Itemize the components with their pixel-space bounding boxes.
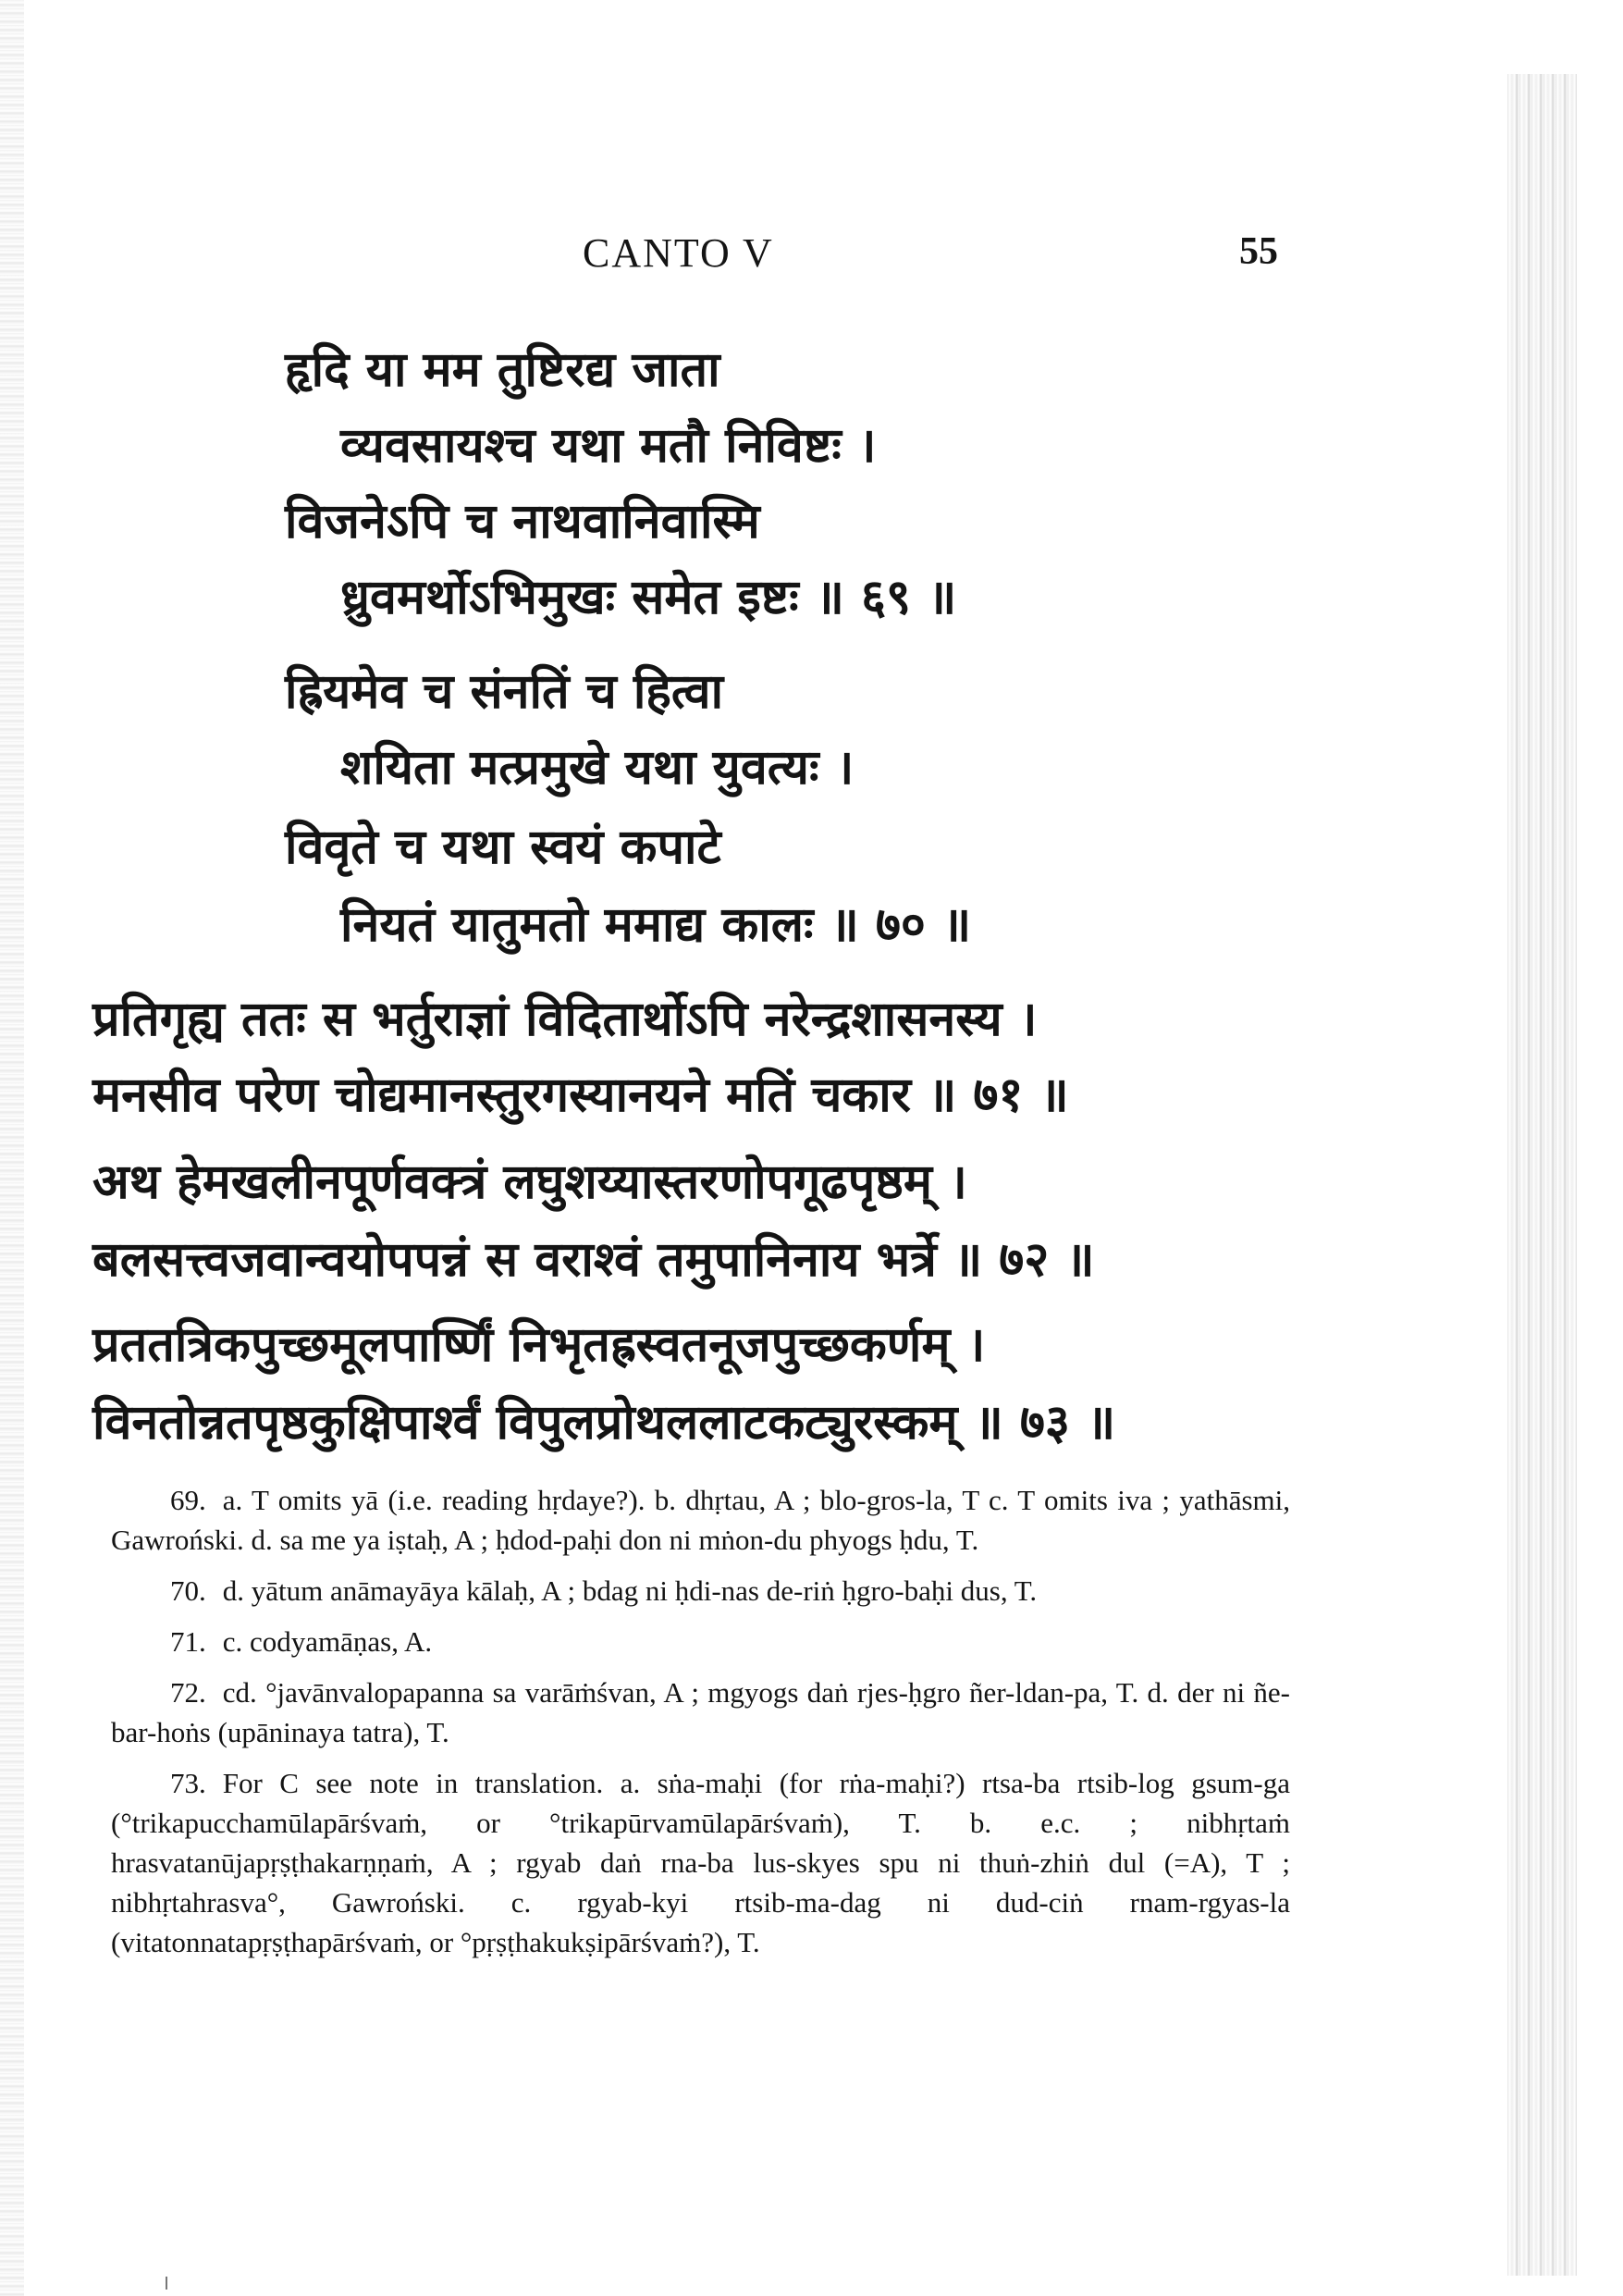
verse-line: मनसीव परेण चोद्यमानस्तुरगस्यानयने मतिं चकार ॥ ७१ ॥ — [92, 1068, 1069, 1123]
footnotes — [111, 1480, 1290, 1973]
verse-line: बलसत्त्वजवान्वयोपपन्नं स वराश्वं तमुपानिनाय भर्त्रे ॥ ७२ ॥ — [92, 1232, 1095, 1288]
scan-edge-right — [1507, 74, 1577, 2276]
verse-line: ह्रियमेव च संनतिं च हित्वा — [285, 664, 724, 720]
footnote-number: 69. — [170, 1484, 206, 1516]
footnote-number: 72. — [170, 1676, 206, 1709]
footnote-number: 73. — [170, 1767, 206, 1799]
footnote-text: a. T omits yā (i.e. reading hṛdaye?). b. dhṛtau, A ; blo-gros-la, T c. T omits iva ; yathāsmi, Gawroński. d. sa me ya iṣtaḥ, A ; ḥdod-paḥi don ni mṅon-du phyogs ḥdu, T. — [111, 1484, 1290, 1556]
footnote-text: d. yātum anāmayāya kālaḥ, A ; bdag ni ḥdi-nas de-riṅ ḥgro-baḥi dus, T. — [222, 1574, 1038, 1607]
verse-line: विजनेऽपि च नाथवानिवास्मि — [285, 494, 760, 549]
verse-line: व्यवसायश्च यथा मतौ निविष्टः । — [340, 418, 877, 474]
verse-line: प्रतिगृह्य ततः स भर्तुराज्ञां विदितार्थोऽपि नरेन्द्रशासनस्य । — [92, 992, 1038, 1047]
scan-mark — [166, 2277, 167, 2290]
footnote — [111, 1571, 1290, 1611]
footnote-number: 71. — [170, 1625, 206, 1658]
verse-line: हृदि या मम तुष्टिरद्य जाता — [285, 342, 720, 398]
footnote-text: c. codyamāṇas, A. — [222, 1625, 433, 1658]
footnote-text: cd. °javānvalopapanna sa varāṁśvan, A ; mgyogs daṅ rjes-ḥgro ñer-ldan-pa, T. d. der ni ñe-bar-hoṅs (upāninaya tatra), T. — [111, 1676, 1290, 1748]
footnote — [111, 1763, 1290, 1962]
verse-line: नियतं यातुमतो ममाद्य कालः ॥ ७० ॥ — [340, 897, 972, 953]
verse-line: अथ हेमखलीनपूर्णवक्त्रं लघुशय्यास्तरणोपगूढपृष्ठम् । — [92, 1154, 967, 1210]
running-head: CANTO V — [583, 230, 774, 276]
scan-edge-left — [0, 0, 24, 2296]
footnote — [111, 1673, 1290, 1752]
page-number: 55 — [1239, 230, 1278, 273]
footnote — [111, 1480, 1290, 1560]
verse-line: विवृते च यथा स्वयं कपाटे — [285, 820, 721, 875]
footnote-number: 70. — [170, 1574, 206, 1607]
verse-line: विनतोन्नतपृष्ठकुक्षिपार्श्वं विपुलप्रोथललाटकट्युरस्कम् ॥ ७३ ॥ — [92, 1395, 1116, 1450]
verse-line: ध्रुवमर्थोऽभिमुखः समेत इष्टः ॥ ६९ ॥ — [340, 570, 957, 625]
footnote-text: For C see note in translation. a. sṅa-maḥi (for rṅa-maḥi?) rtsa-ba rtsib-log gsum-ga (°trikapucchamūlapārśvaṁ, or °trikapūrvamūlapārśvaṁ), T. b. e.c. ; nibhṛtaṁ hrasvatanūjapṛṣṭhakarṇṇaṁ, A ; rgyab daṅ rna-ba lus-skyes spu ni thuṅ-zhiṅ dul (=A), T ; nibhṛtahrasva°, Gawroński. c. rgyab-kyi rtsib-ma-dag ni dud-ciṅ rnam-rgyas-la (vitatonnatapṛṣṭhapārśvaṁ, or °pṛṣṭhakukṣipārśvaṁ?), T. — [111, 1767, 1290, 1958]
verse-line: शयिता मत्प्रमुखे यथा युवत्यः । — [340, 740, 855, 796]
verse-line: प्रततत्रिकपुच्छमूलपार्ष्णिं निभृतह्रस्वतनूजपुच्छकर्णम् । — [92, 1317, 986, 1373]
footnote — [111, 1622, 1290, 1661]
